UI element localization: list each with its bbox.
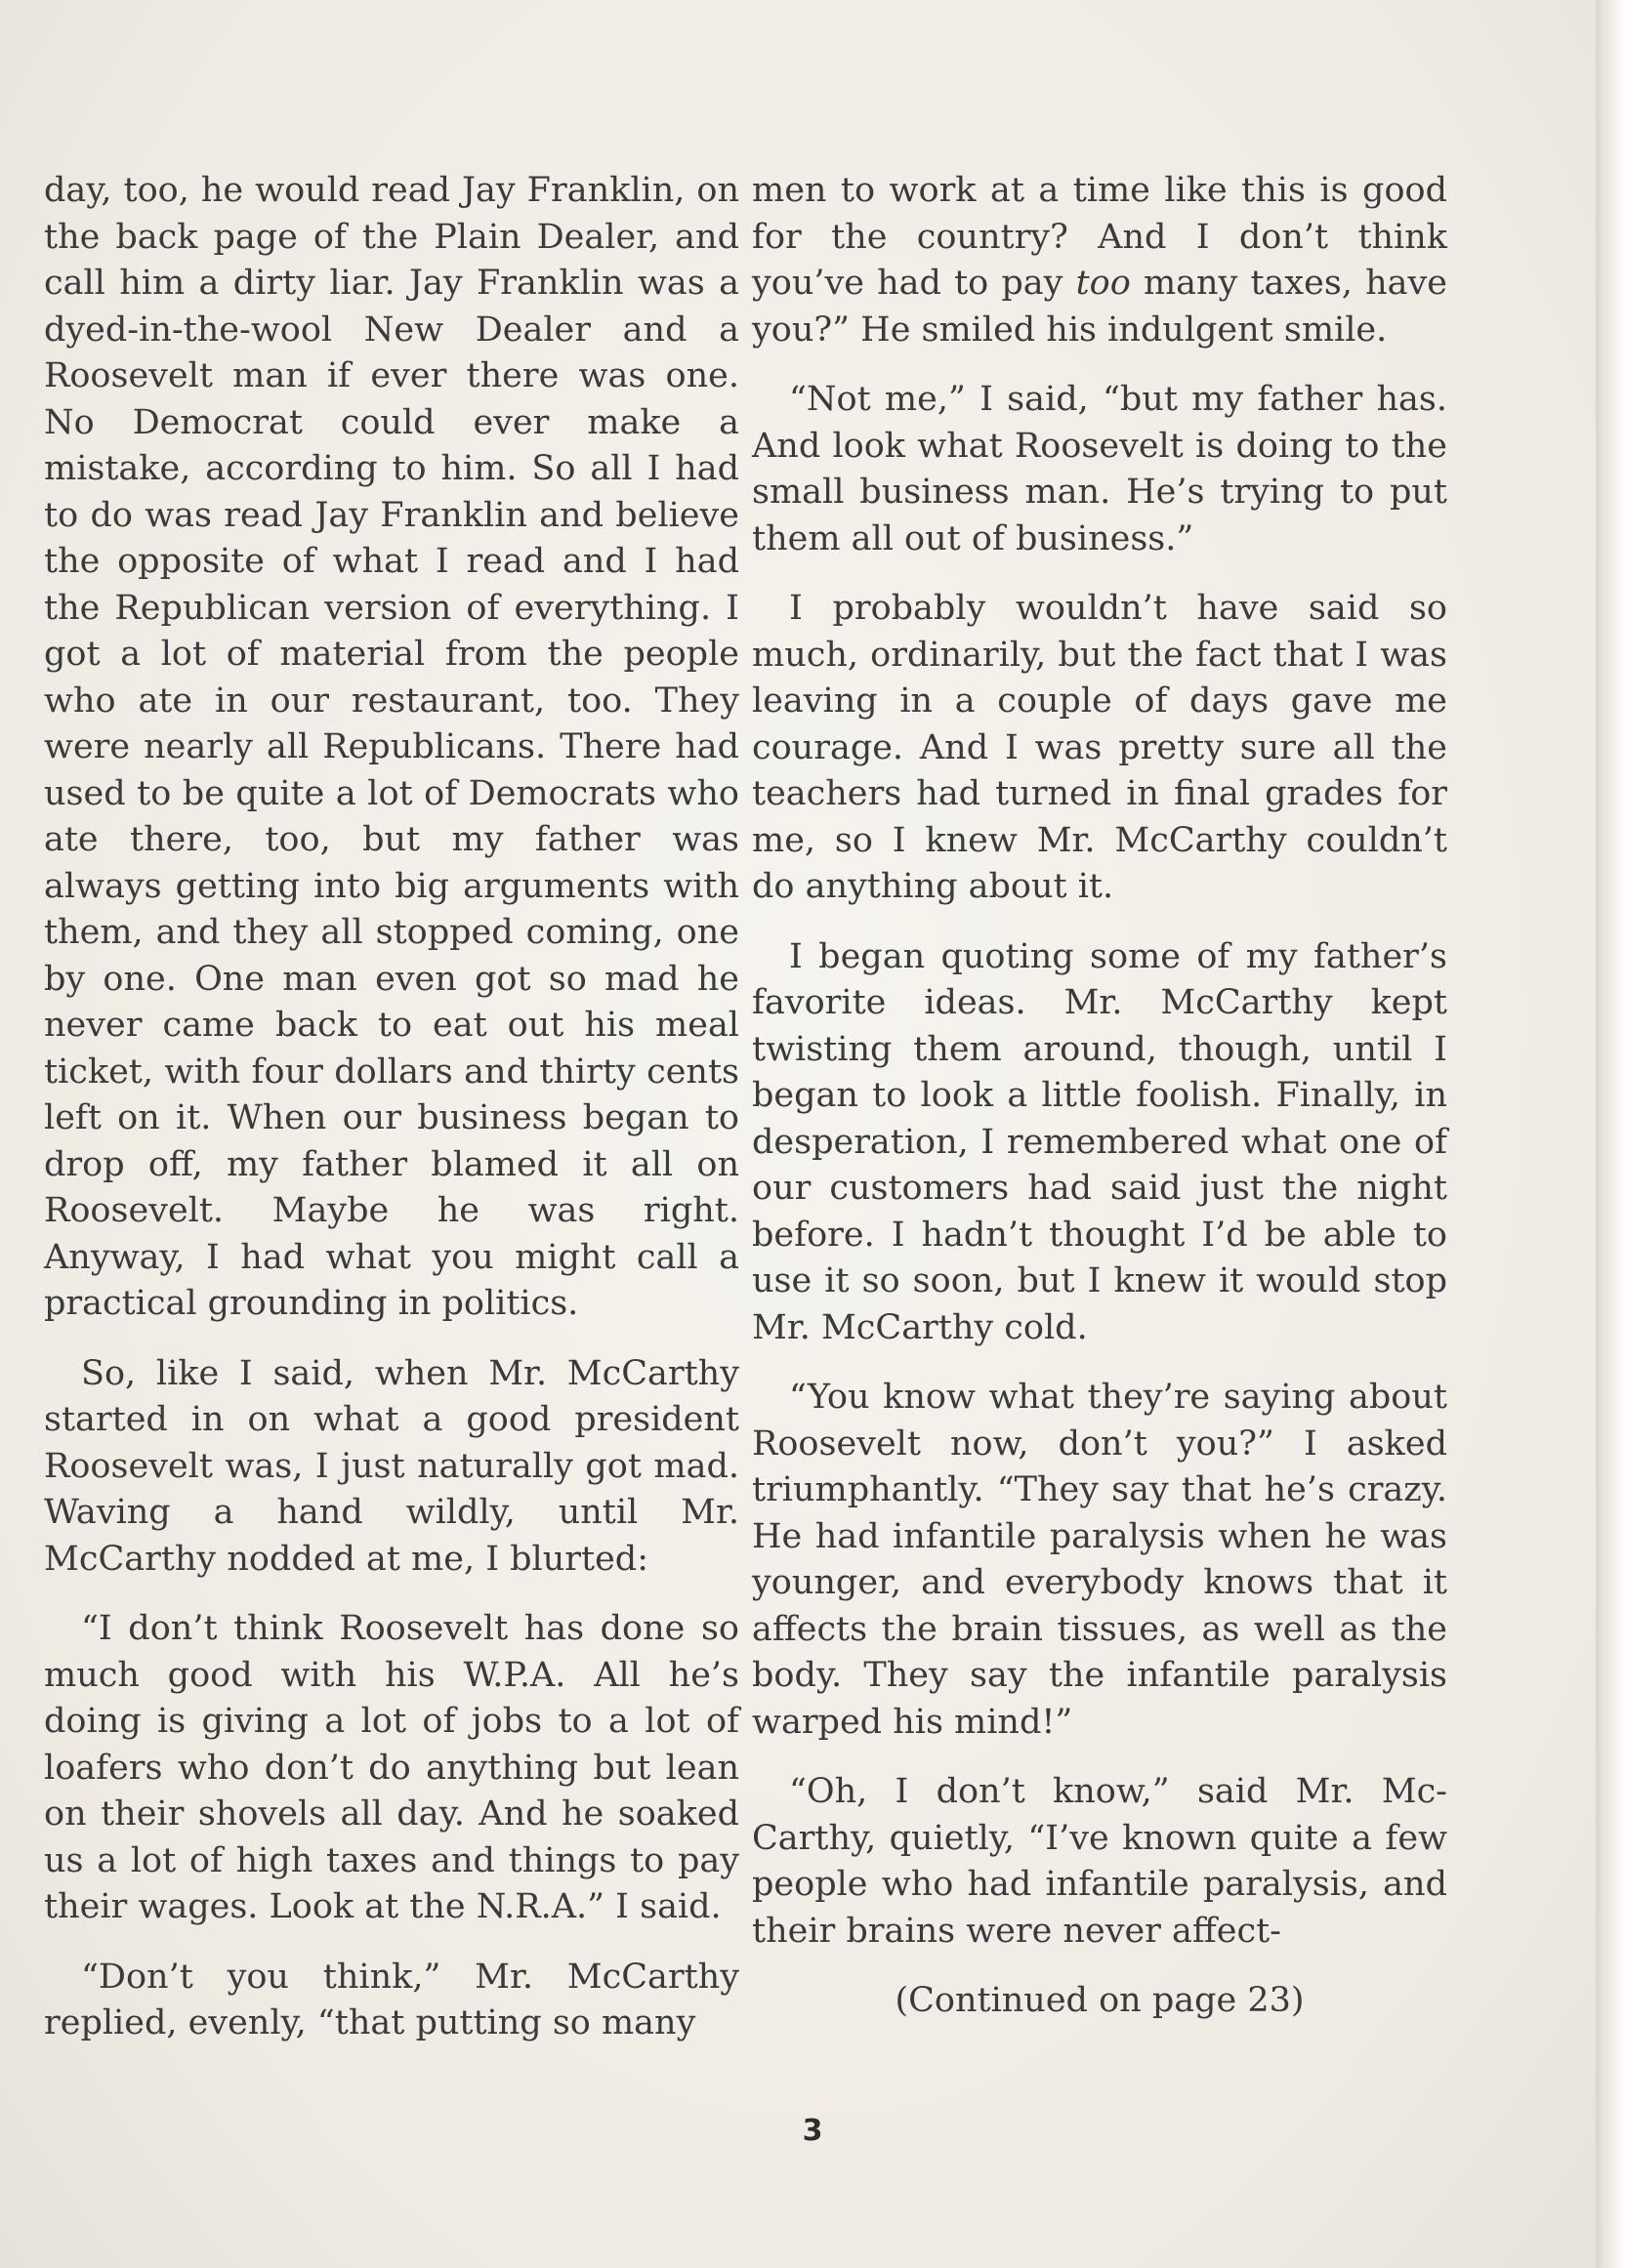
paragraph: “Oh, I don’t know,” said Mr. McCarthy, quietly, “I’ve known quite a few people who had infantile paralysis, and their brains were never affect- (752, 1772, 1447, 1951)
text-run: men to work at a time like this is good for the country? And I don’t think you’ve had to pay (752, 171, 1447, 303)
right-text-column (752, 168, 1447, 2048)
text-run: many taxes, have you?” He smiled his indulgent smile. (752, 264, 1447, 350)
page-edge (1596, 0, 1625, 2268)
paragraph: “Not me,” I said, “but my father has. And look what Roosevelt is doing to the small business man. He’s trying to put them all out of business.” (752, 380, 1447, 558)
left-text-column (44, 168, 739, 2071)
paragraph: I probably wouldn’t have said so much, ordinarily, but the fact that I was leaving in a couple of days gave me courage. And I was pretty sure all the teachers had turned in final grades for me, so I knew Mr. McCarthy couldn’t do anything about it. (752, 589, 1447, 906)
paragraph: “Don’t you think,” Mr. McCarthy replied, evenly, “that putting so many (44, 1957, 739, 2042)
paragraph (752, 168, 1447, 353)
page-number: 3 (802, 2114, 823, 2148)
paragraph: So, like I said, when Mr. McCarthy started in on what a good president Roosevelt was, I just naturally got mad. Waving a hand wildly, until Mr. McCarthy nodded at me, I blurted: (44, 1353, 739, 1579)
continued-notice: (Continued on page 23) (895, 1981, 1305, 2020)
paragraph: “You know what they’re saying about Roosevelt now, don’t you?” I asked triumphantly. “They say that he’s crazy. He had infantile paralysis when he was younger, and everybody knows that it affects the brain tissues, as well as the body. They say the infantile paralysis warped his mind!” (752, 1378, 1447, 1742)
paragraph: day, too, he would read Jay Franklin, on the back page of the Plain Dealer, and call him a dirty liar. Jay Franklin was a dyed-in-the-wool New Dealer and a Roosevelt man if ever there was one. No Democrat could ever make a mistake, according to him. So all I had to do was read Jay Franklin and believe the opposite of what I read and I had the Republican version of everything. I got a lot of material from the people who ate in our restaurant, too. They were nearly all Republicans. There had used to be quite a lot of Democrats who ate there, too, but my father was always getting into big arguments with them, and they all stopped coming, one by one. One man even got so mad he never came back to eat out his meal ticket, with four dollars and thirty cents left on it. When our business began to drop off, my father blamed it all on Roosevelt. Maybe he was right. Anyway, I had what you might call a practical grounding in politics. (44, 171, 739, 1323)
emphasis-text: too (1075, 264, 1131, 303)
paragraph: “I don’t think Roosevelt has done so much good with his W.P.A. All he’s doing is giving a lot of jobs to a lot of loafers who don’t do anything but lean on their shovels all day. And he soaked us a lot of high taxes and things to pay their wages. Look at the N.R.A.” I said. (44, 1609, 739, 1926)
paragraph: I began quoting some of my father’s favorite ideas. Mr. McCarthy kept twisting them around, though, until I began to look a little foolish. Finally, in desperation, I remembered what one of our customers had said just the night before. I hadn’t thought I’d be able to use it so soon, but I knew it would stop Mr. McCarthy cold. (752, 936, 1447, 1347)
